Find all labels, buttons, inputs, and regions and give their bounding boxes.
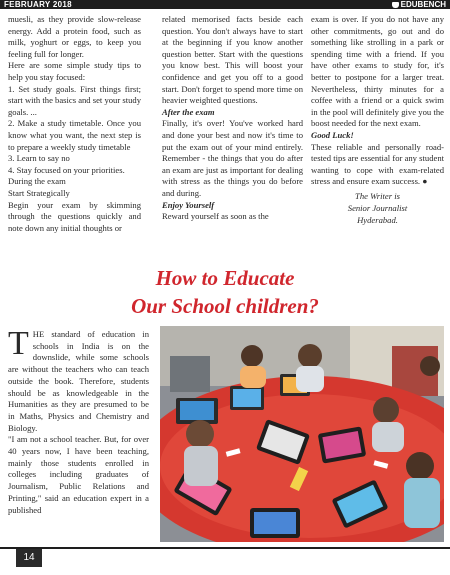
drop-cap: T — [8, 325, 29, 362]
col1-para: Here are some simple study tips to help you stay focused: — [8, 60, 141, 82]
col2-para: related memorised facts beside each question. You don't always have to start at the beginning if you know another question better. Start with the questions you know best. This will boost your confidence and get you off to a good start. Don't forget to spend more time on heavier weighted questions. — [162, 14, 303, 106]
subheading-good-luck: Good Luck! — [311, 129, 354, 140]
article-para-2: "I am not a school teacher. But, for over 40 years now, I have been teaching, mainly those students enrolled in colleges including graduates of Journalism, Public Relations and Printing," said an education expert in a published — [8, 434, 149, 515]
signoff-line: Hyderabad. — [357, 214, 398, 225]
continued-column-1 — [8, 14, 141, 234]
footer-bar — [0, 547, 450, 549]
col1-para: 2. Make a study timetable. Once you know what you want, the next step is to prepare a weekly study timetable — [8, 118, 141, 152]
col1-para: 4. Stay focused on your priorities. — [8, 164, 125, 175]
col1-para: Begin your exam by skimming through the questions quickly and note down any initial thoughts or — [8, 199, 141, 233]
col3-para: These reliable and personally road-tested tips are essential for any student wanting to cope with exam-related stress and ensure exam success. ● — [311, 141, 444, 187]
issue-month: FEBRUARY 2018 — [4, 0, 72, 9]
crest-icon — [392, 2, 399, 8]
signoff-line: The Writer is — [355, 190, 400, 201]
author-signoff — [311, 190, 444, 226]
subheading-after-exam: After the exam — [162, 106, 215, 117]
col3-para: exam is over. If you do not have any other commitments, go out and do something like strolling in a park or spending time with a friend. If you have other exams to study for, it's better to postpone for a larger treat. Nevertheless, thirty minutes for a coffee with a friend or a quick swim in the pool will definitely give you the boost needed for the next exam. — [311, 14, 444, 129]
classroom-photo — [160, 326, 444, 542]
brand-name: EDUBENCH — [400, 0, 446, 9]
continued-column-3 — [311, 14, 444, 226]
col1-para: muesli, as they provide slow-release energy. Add a protein food, such as milk, yoghurt or eggs, to keep you feeling full for longer. — [8, 14, 141, 59]
col2-para: Finally, it's over! You've worked hard and done your best and now it's time to put the exam out of your mind entirely. Remember - the things that you do after an exam are just as important for dealing with stress as the things you do before and during. — [162, 118, 303, 198]
magazine-brand — [392, 0, 446, 9]
continued-column-2 — [162, 14, 303, 223]
col2-para: Reward yourself as soon as the — [162, 211, 269, 222]
col1-para: During the exam — [8, 176, 66, 187]
article-intro — [8, 325, 149, 434]
article-headline — [0, 264, 450, 320]
article-para-1: HE standard of education in schools in India is on the downslide, while some schools are without the teachers who can teach outside the book. Therefore, students should be as knowledgeable in the Humanities as they are presumed to be in Maths, Physics and Chemistry and Biology. — [8, 329, 149, 433]
classroom-photo-illustration — [160, 326, 444, 542]
col1-para: 3. Learn to say no — [8, 153, 70, 164]
page-number: 14 — [16, 549, 42, 567]
article-body — [8, 325, 149, 516]
headline-line-1: How to Educate — [155, 266, 295, 290]
col1-para: Start Strategically — [8, 187, 70, 198]
signoff-line: Senior Journalist — [347, 202, 408, 213]
col1-para: 1. Set study goals. First things first; start with the basics and set your study goals. ... — [8, 83, 141, 117]
subheading-enjoy-yourself: Enjoy Yourself — [162, 199, 215, 210]
headline-line-2: Our School children? — [131, 294, 319, 318]
